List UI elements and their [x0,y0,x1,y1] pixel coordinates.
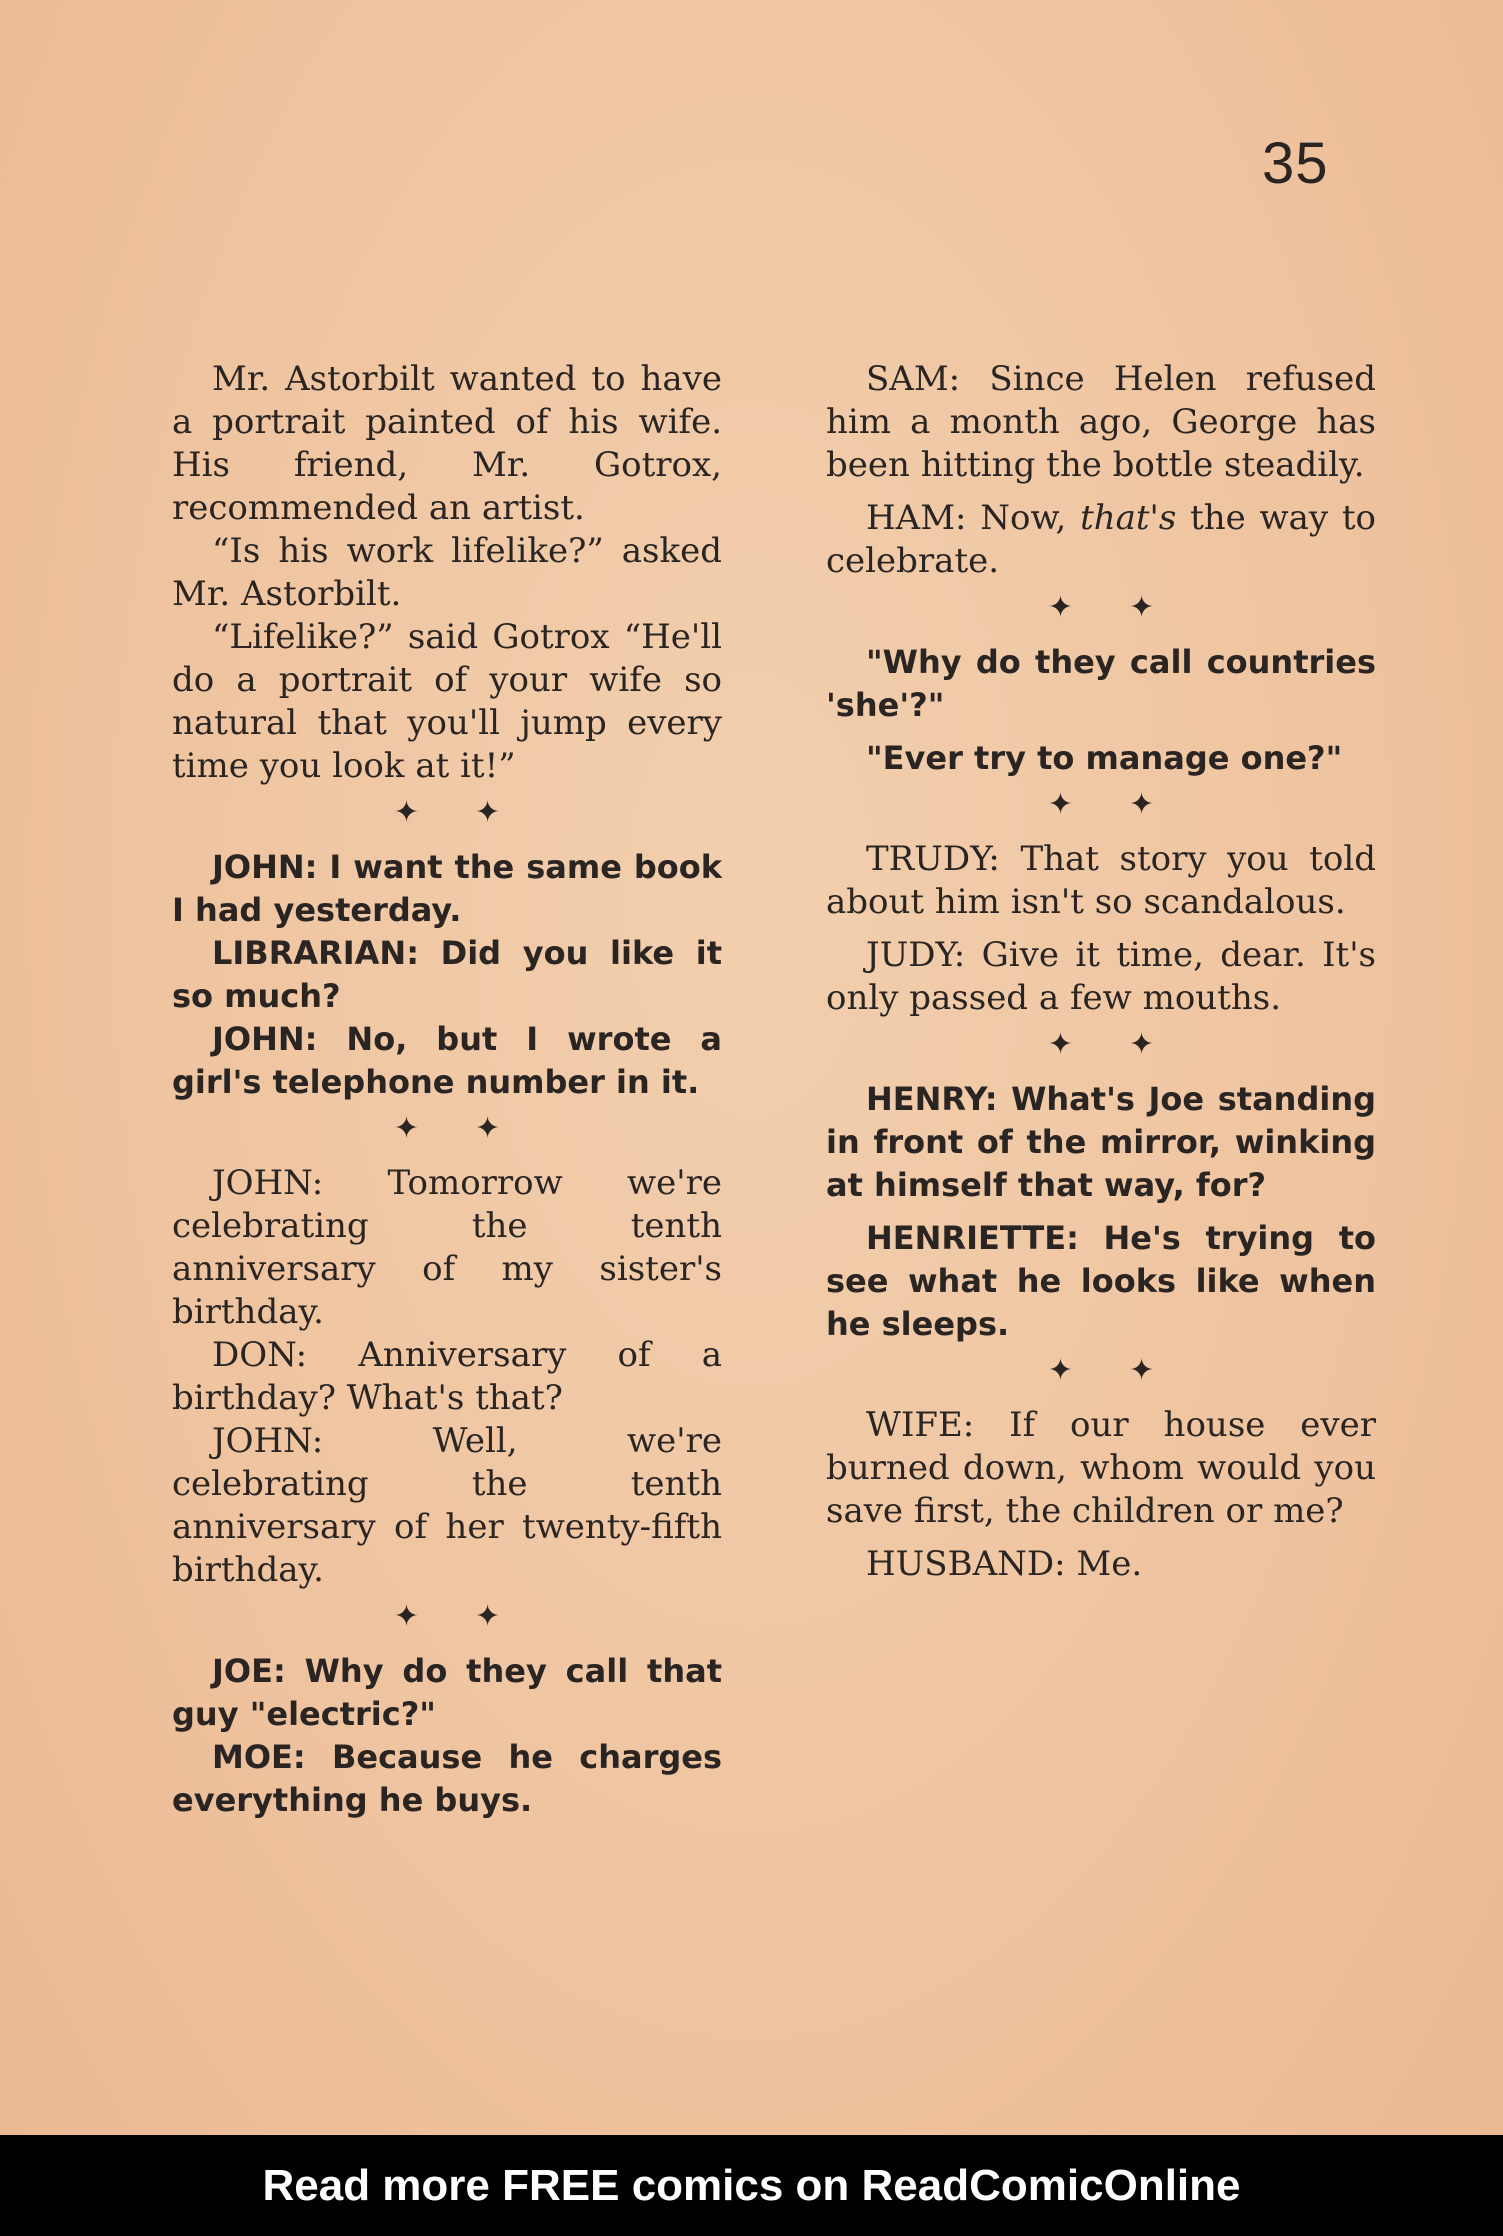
separator-ornament: ✦✦ [393,1599,557,1634]
separator-ornament: ✦✦ [1047,787,1211,822]
page-number: 35 [1262,131,1329,196]
joke-paragraph: HENRIETTE: He's trying to see what he looks like when he sleeps. [826,1219,1376,1343]
separator-ornament: ✦✦ [1047,1353,1211,1388]
emphasis-text: that's [1080,498,1177,538]
joke-paragraph: HENRY: What's Joe standing in front of the mirror, winking at himself that way, for? [826,1080,1376,1204]
left-column [172,358,722,1822]
speaker-text: the way to celebrate. [826,498,1376,581]
joke-paragraph: WIFE: If our house ever burned down, whom would you save first, the children or me? [826,1405,1376,1531]
joke-paragraph: MOE: Because he charges everything he buys. [172,1738,722,1819]
separator-ornament: ✦✦ [1047,590,1211,625]
separator-ornament: ✦✦ [393,795,557,830]
joke-paragraph: JUDY: Give it time, dear. It's only passed a few mouths. [826,935,1376,1018]
joke-paragraph: DON: Anniversary of a birthday? What's that? [172,1335,722,1418]
joke-paragraph: SAM: Since Helen refused him a month ago, George has been hitting the bottle steadily. [826,359,1376,485]
speaker-text: HAM: Now, [866,498,1081,538]
joke-paragraph: JOHN: I want the same book I had yesterday. [172,848,722,929]
footer-banner[interactable]: Read more FREE comics on ReadComicOnline [0,2135,1503,2236]
joke-paragraph [826,497,1376,583]
joke-paragraph: “Is his work lifelike?” asked Mr. Astorbilt. [172,531,722,614]
joke-paragraph: "Ever try to manage one?" [866,739,1343,777]
joke-paragraph: TRUDY: That story you told about him isn't so scandalous. [826,839,1376,922]
separator-ornament: ✦✦ [393,1111,557,1146]
joke-paragraph: JOHN: No, but I wrote a girl's telephone number in it. [172,1020,722,1101]
joke-paragraph: JOHN: Tomorrow we're celebrating the tenth anniversary of my sister's birthday. [172,1163,722,1332]
joke-paragraph: JOE: Why do they call that guy "electric?" [172,1652,722,1733]
joke-paragraph: “Lifelike?” said Gotrox “He'll do a portrait of your wife so natural that you'll jump every time you look at it!” [172,617,722,786]
right-column [826,358,1376,1586]
joke-paragraph: HUSBAND: Me. [866,1544,1143,1584]
separator-ornament: ✦✦ [1047,1027,1211,1062]
joke-paragraph: Mr. Astorbilt wanted to have a portrait painted of his wife. His friend, Mr. Gotrox, recommended an artist. [172,359,722,528]
joke-paragraph: LIBRARIAN: Did you like it so much? [172,934,722,1015]
joke-paragraph: JOHN: Well, we're celebrating the tenth anniversary of her twenty-fifth birthday. [172,1421,722,1590]
joke-paragraph: "Why do they call countries 'she'?" [826,643,1376,724]
